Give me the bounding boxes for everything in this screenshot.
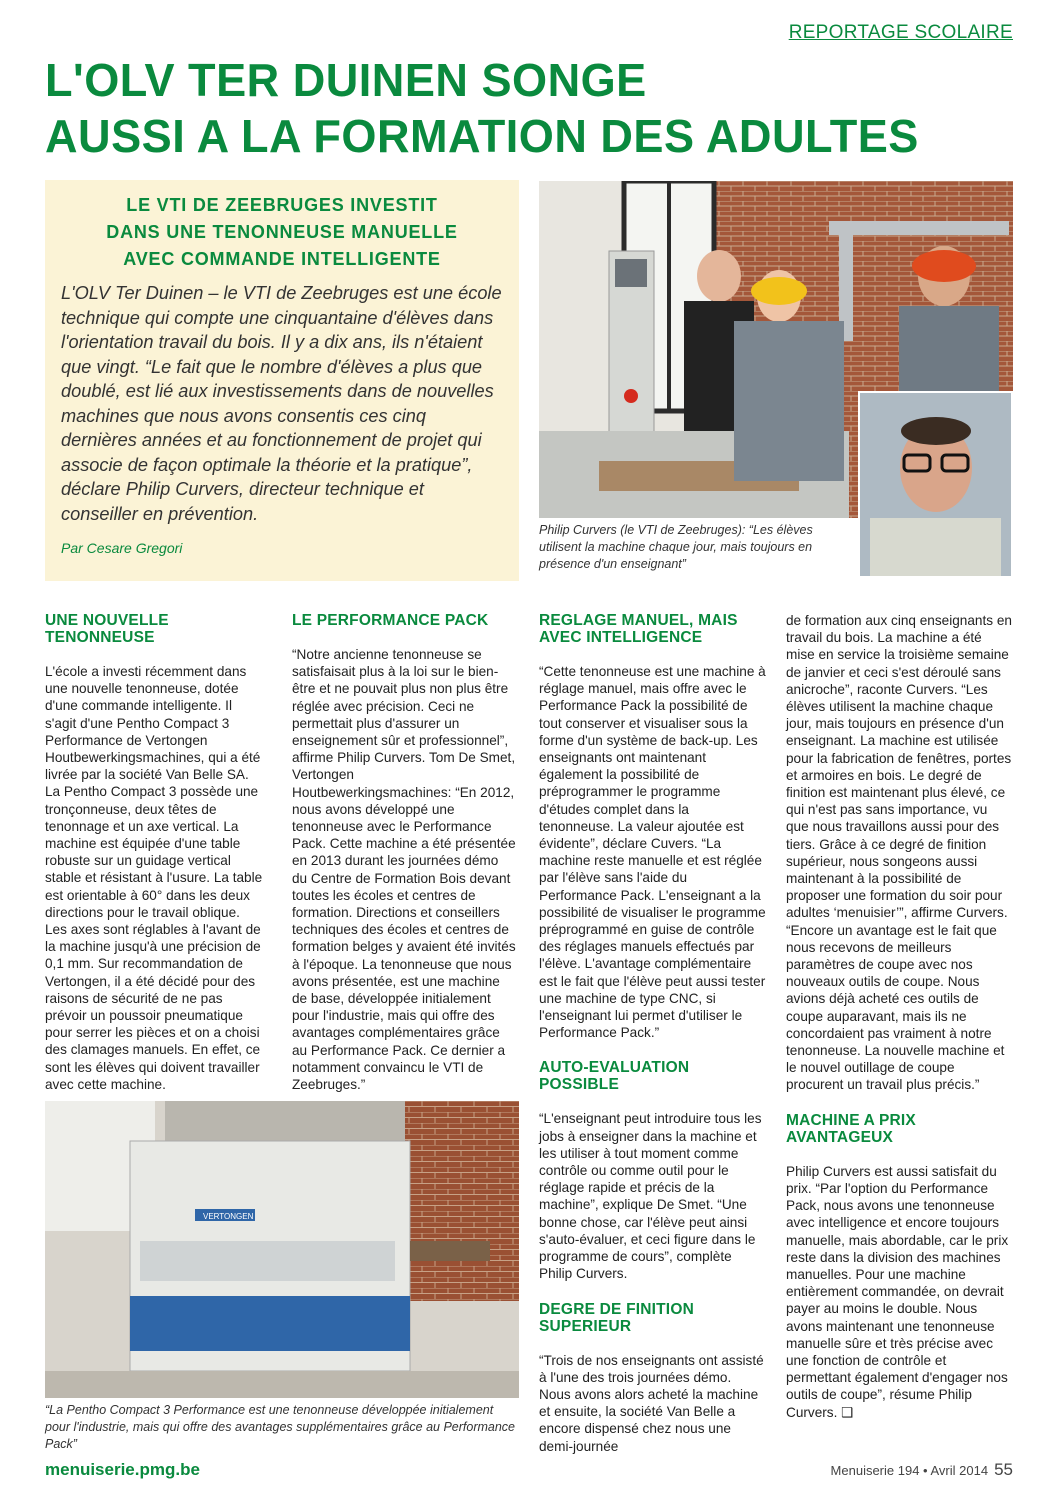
paragraph: “Notre ancienne tenonneuse se satisfaisait plus à la loi sur le bien-être et ne pouvait plus non plus être réglée avec précision. Ceci ne permettait plus d'assurer un enseignement sûr et professionnel”, affirme Philip Curvers. Tom De Smet, Vertongen Houtbewerkingsmachines: “En 2012, nous avons développé une tenonneuse avec le Performance Pack. Cette machine a été présentée en 2013 durant les journées démo du Centre de Formation Bois devant toutes les écoles et centres de formation. Directions et conseillers techniques des écoles et centres de formation belges y avaient été invités à l'époque. La tenonneuse que nous avons présentée, est une machine de base, développée initialement pour l'industrie, mais qui offre des avantages complémentaires grâce au Performance Pack. Ce dernier a notamment convaincu le VTI de Zeebruges.” [292,647,516,1093]
paragraph: L'école a investi récemment dans une nouvelle tenonneuse, dotée d'une commande intelligente. Il s'agit d'une Pentho Compact 3 Performance de Vertongen Houtbewerkingsmachines, qui a été livrée par la société Van Belle SA. La Pentho Compact 3 possède une tronçonneuse, deux têtes de tenonnage et un axe vertical. La machine est équipée d'une table robuste sur un guidage vertical stable et résistant à l'usure. La table est orientable à 60° dans les deux directions pour le travail oblique. Les axes sont réglables à l'avant de la machine jusqu'à une précision de 0,1 mm. Sur recommandation de Vertongen, il a été décidé pour des raisons de sécurité de ne pas prévoir un poussoir pneumatique pour serrer les pièces et on a choisi des clamages manuels. En effet, ce sont les élèves qui doivent travailler avec cette machine. [45,664,263,1092]
intro-box [45,180,519,581]
section-heading: AUTO-EVALUATION POSSIBLE [539,1059,690,1094]
paragraph: “Trois de nos enseignants ont assisté à l'une des trois journées démo. Nous avons alors acheté la machine et ensuite, la société Van Belle a encore dispensé chez nous une demi-journée [539,1352,764,1454]
section-rubric: REPORTAGE SCOLAIRE [788,22,1013,43]
portrait-photo [858,391,1013,578]
footer-website-link[interactable]: menuiserie.pmg.be [45,1460,200,1479]
paragraph: “L'enseignant peut introduire tous les jobs à enseigner dans la machine et les utiliser à tout moment comme contrôle ou comme outil pour le réglage rapide et précis de la machine”, explique De Smet. “Une bonne chose, car l'élève peut ainsi s'auto-évaluer, et ceci figure dans le programme de cours”, complète Philip Curvers. [539,1111,762,1282]
footer-issue [831,1460,1013,1480]
column-4 [786,612,1013,1421]
intro-heading-line: LE VTI DE ZEEBRUGES INVESTIT [126,195,438,215]
intro-heading-line: AVEC COMMANDE INTELLIGENTE [123,249,441,269]
article-title [45,52,996,164]
intro-heading-line: DANS UNE TENONNEUSE MANUELLE [106,222,458,242]
machine-photo-illustration [45,1101,519,1398]
title-line-1: L'OLV TER DUINEN SONGE [45,54,647,106]
photo1-caption: Philip Curvers (le VTI de Zeebruges): “Les élèves utilisent la machine chaque jour, mais toujours en présence d'un enseignant” [539,523,813,571]
paragraph: “Cette tenonneuse est une machine à réglage manuel, mais offre avec le Performance Pack la possibilité de tout conserver et visualiser sous la forme d'un système de back-up. Les enseignants ont maintenant également la possibilité de préprogrammer le programme d'études complet dans la tenonneuse. La valeur ajoutée est évidente”, déclare Cuvers. “La machine reste manuelle et est réglée par l'élève sans l'aide du Performance Pack. L'enseignant a la possibilité de visualiser le programme préprogrammé en guise de contrôle des réglages manuels effectués par l'élève. L'avantage complémentaire est le fait que l'élève peut aussi tester une machine de type CNC, si l'enseignant lui permet d'utiliser le Performance Pack.” [539,664,766,1041]
machine-brand-label: VERTONGEN [203,1212,254,1221]
page-number: 55 [994,1460,1013,1479]
section-heading: MACHINE A PRIX AVANTAGEUX [786,1111,916,1146]
intro-text: L'OLV Ter Duinen – le VTI de Zeebruges est une école technique qui compte une cinquantaine d'élèves dans l'orientation travail du bois. Il y a dix ans, ils n'étaient que vingt. “Le fait que le nombre d'élèves a plus que doublé, est lié aux investissements dans de nouvelles machines que nous avons consentis ces cinq dernières années et au fonctionnement de projet qui associe de façon optimale la théorie et la pratique”, déclare Philip Curvers, directeur technique et conseiller en prévention. [61,283,502,524]
section-heading: DEGRE DE FINITION SUPERIEUR [539,1300,694,1335]
machine-photo [45,1101,519,1398]
column-2 [292,612,517,1093]
column-1 [45,612,265,1093]
photo3-caption: “La Pentho Compact 3 Performance est une tenonneuse développée initialement pour l'industrie, mais qui offre des avantages supplémentaires grâce au Performance Pack” [45,1403,516,1451]
byline: Par Cesare Gregori [61,540,183,556]
column-3 [539,612,766,1455]
section-heading: UNE NOUVELLE TENONNEUSE [45,612,169,646]
portrait-illustration [860,393,1011,576]
paragraph: de formation aux cinq enseignants en travail du bois. La machine a été mise en service la troisième semaine de janvier et ceci s'est déroulé sans anicroche”, raconte Curvers. “Les élèves utilisent la machine chaque jour, mais toujours en présence d'un enseignant. La machine est utilisée pour la fabrication de fenêtres, portes et armoires en bois. Le degré de finition est maintenant plus élevé, ce qui n'est pas sans importance, vu que nous travaillons aussi pour des tiers. Grâce à ce degré de finition supérieur, nous songeons aussi maintenant à la possibilité de proposer une formation du soir pour adultes ‘menuisier’”, affirme Curvers. “Encore un avantage est le fait que nous recevons de meilleurs paramètres de coupe avec nos nouveaux outils de coupe. Nous avions déjà acheté ces outils de coupe auparavant, mais ils ne concordaient pas vraiment à notre tenonneuse. La nouvelle machine et le nouvel outillage de coupe procurent un travail plus précis.” [786,613,1012,1093]
section-heading: LE PERFORMANCE PACK [292,612,489,629]
paragraph: Philip Curvers est aussi satisfait du prix. “Par l'option du Performance Pack, nous avons une tenonneuse avec intelligence et encore toujours manuelle, mais abordable, car le prix reste dans la division des machines manuelles. Pour une machine entièrement commandée, on devrait payer au moins le double. Nous avons maintenant une tenonneuse manuelle sûre et très précise avec une fonction de contrôle et permettant également d'engager nos outils de coupe”, résume Philip Curvers. ❑ [786,1163,1009,1420]
section-heading: REGLAGE MANUEL, MAIS AVEC INTELLIGENCE [539,612,738,646]
intro-heading [61,192,503,273]
title-line-2: AUSSI A LA FORMATION DES ADULTES [45,110,919,162]
issue-info: Menuiserie 194 • Avril 2014 [830,1463,989,1478]
